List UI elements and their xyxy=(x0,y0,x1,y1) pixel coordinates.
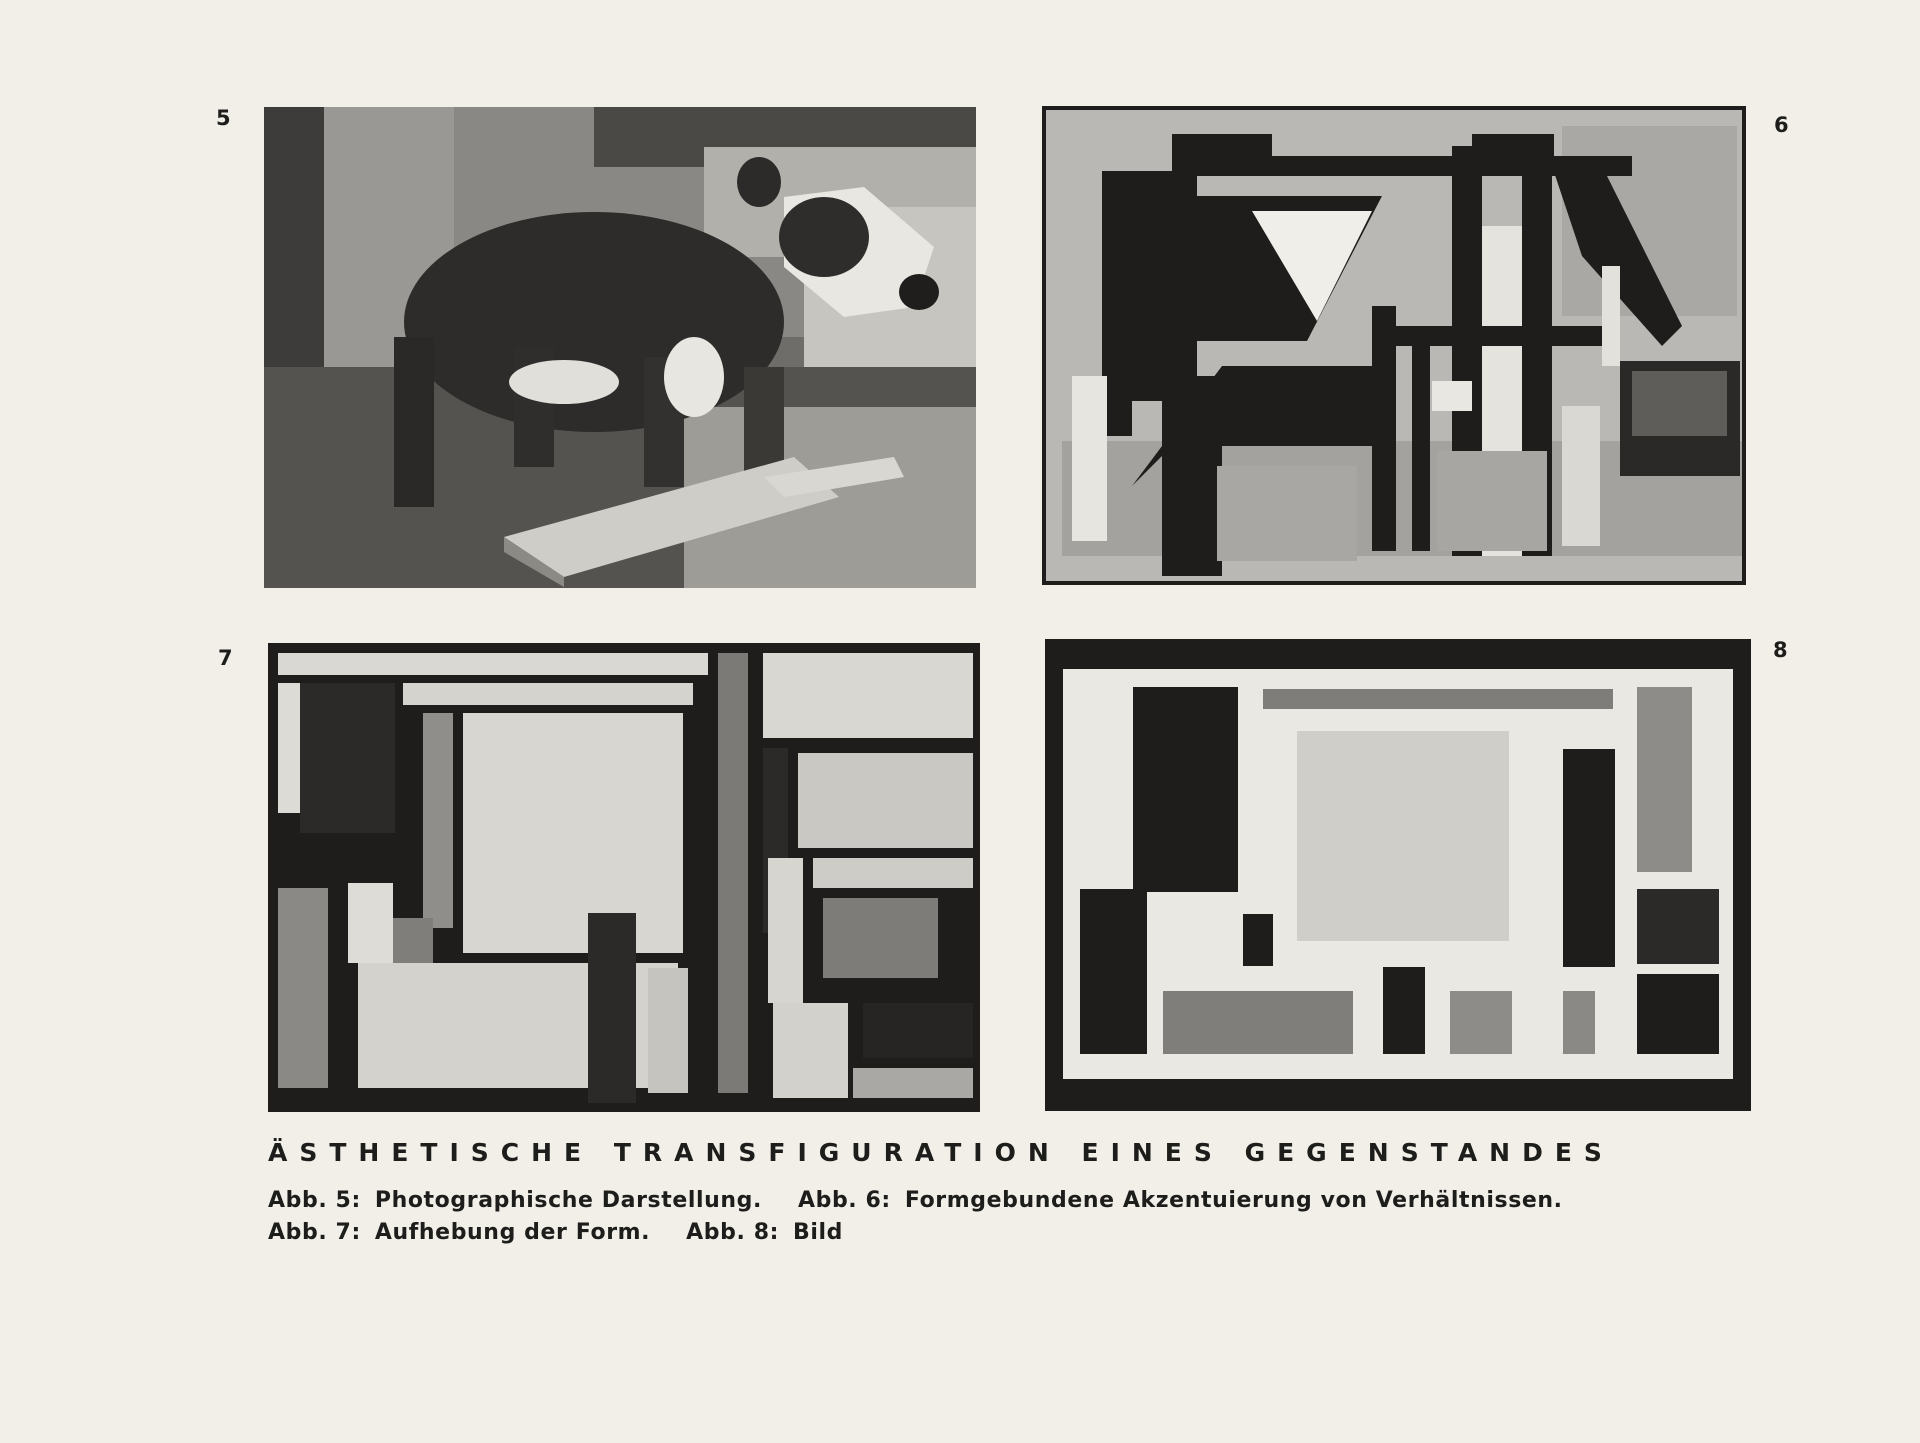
caption-abb6-text: Formgebundene Akzentuierung von Verhältnissen. xyxy=(904,1188,1563,1213)
figure-5-cow-photograph xyxy=(264,107,976,588)
figure-number-6: 6 xyxy=(1774,113,1789,137)
caption-abb8-label: Abb. 8: xyxy=(686,1220,780,1245)
figure-8-final-composition xyxy=(1045,639,1751,1111)
page-title: ÄSTHETISCHE TRANSFIGURATION EINES GEGENSTANDES xyxy=(268,1138,1614,1167)
caption-line-1 xyxy=(268,1188,1577,1213)
figure-number-5: 5 xyxy=(216,106,231,130)
figure-number-8: 8 xyxy=(1773,638,1788,662)
figure-number-7: 7 xyxy=(218,646,233,670)
caption-line-2 xyxy=(268,1220,857,1245)
caption-abb8-text: Bild xyxy=(793,1220,844,1245)
caption-abb7-label: Abb. 7: xyxy=(268,1220,361,1245)
caption-abb5-label: Abb. 5: xyxy=(268,1188,361,1213)
caption-abb5-text: Photographische Darstellung. xyxy=(374,1188,762,1213)
figure-6-abstracted-composition xyxy=(1042,106,1746,585)
caption-abb6-label: Abb. 6: xyxy=(797,1188,891,1213)
caption-abb7-text: Aufhebung der Form. xyxy=(374,1220,651,1245)
figure-7-dissolution-of-form xyxy=(268,643,980,1112)
